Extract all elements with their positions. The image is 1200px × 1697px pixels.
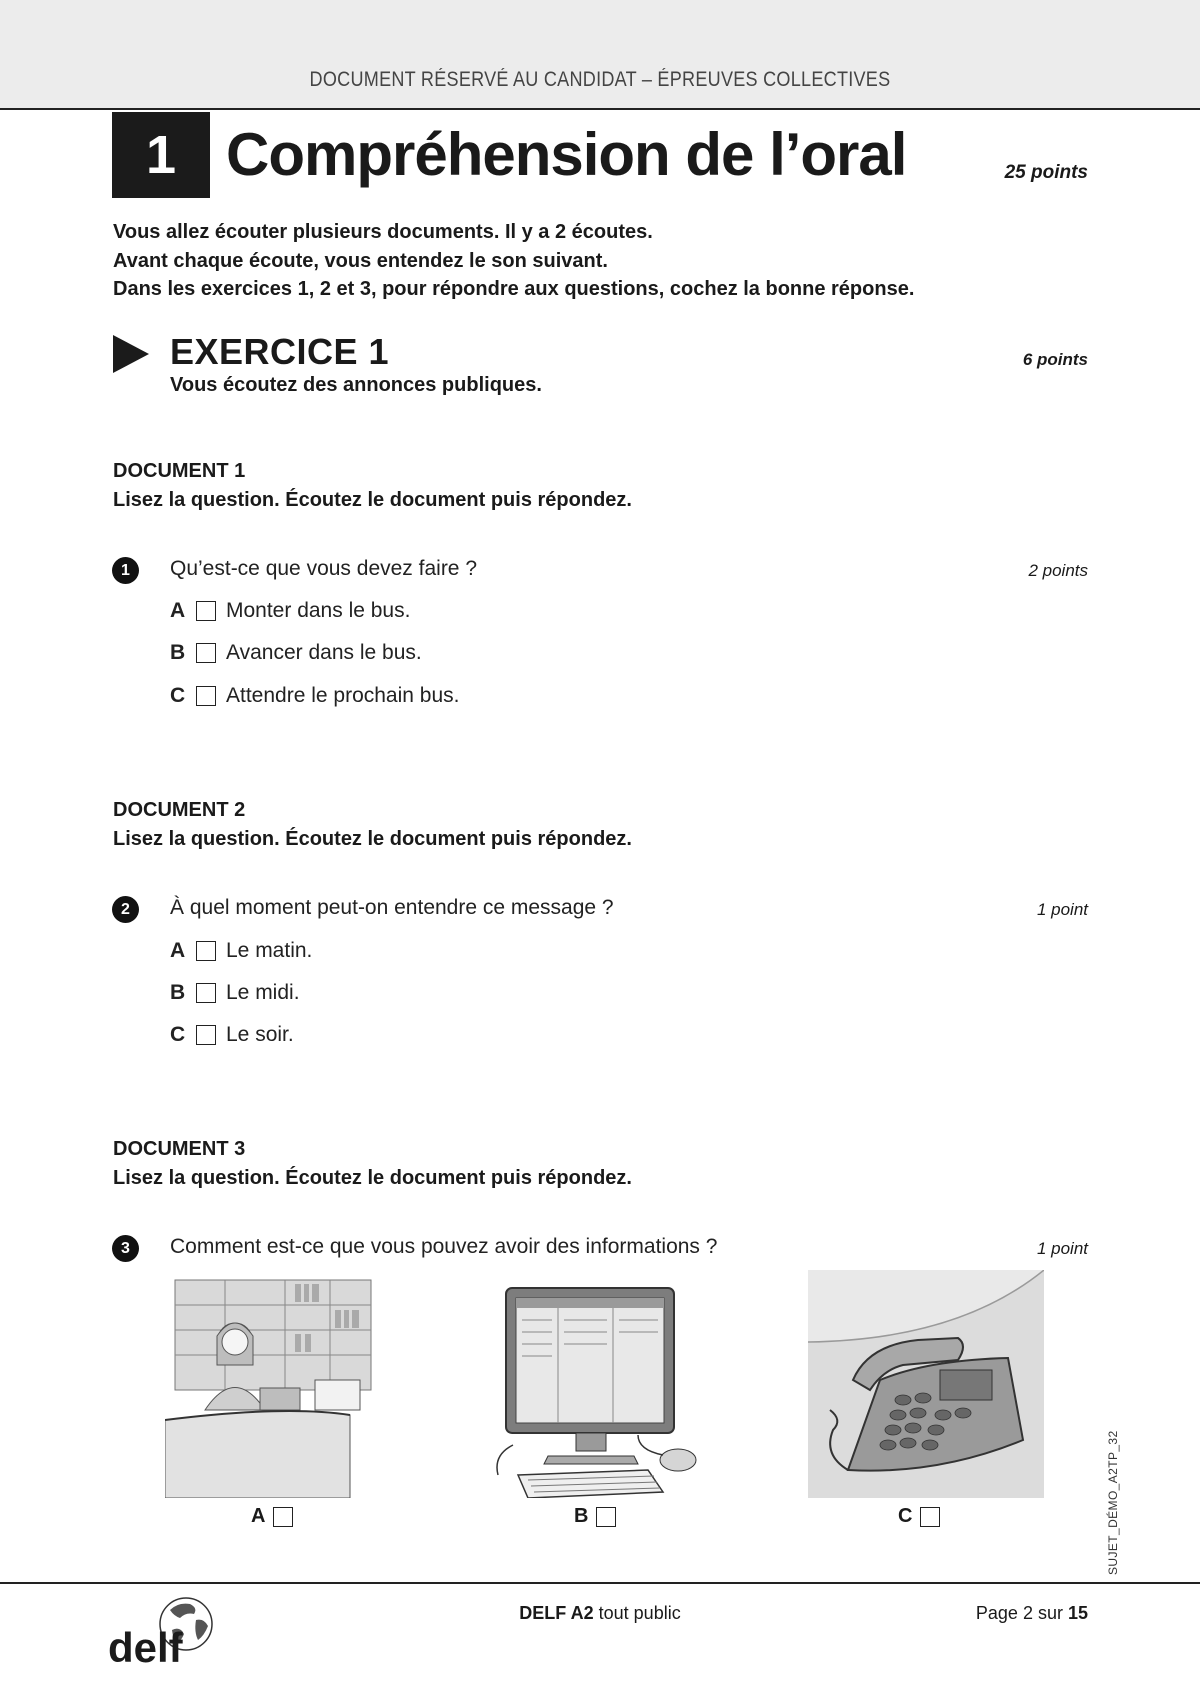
- checkbox[interactable]: [596, 1507, 616, 1527]
- page-prefix: Page 2 sur: [975, 1603, 1068, 1623]
- exercise-points: 6 points: [1022, 350, 1088, 369]
- document-instruction: Lisez la question. Écoutez le document puis répondez.: [113, 828, 632, 850]
- option-letter: B: [170, 981, 186, 1004]
- computer-illustration: [488, 1270, 714, 1498]
- page-total: 15: [1067, 1603, 1088, 1623]
- checkbox[interactable]: [273, 1507, 293, 1527]
- option-letter: C: [170, 1023, 186, 1046]
- document-1: [113, 457, 632, 515]
- checkbox[interactable]: [920, 1507, 940, 1527]
- option-letter: A: [251, 1505, 266, 1527]
- question-text: Comment est-ce que vous pouvez avoir des informations ?: [170, 1235, 718, 1258]
- option-letter: B: [574, 1505, 589, 1527]
- option-letter: C: [170, 684, 186, 707]
- play-triangle-icon: [113, 335, 149, 373]
- checkbox[interactable]: [196, 601, 216, 621]
- answer-option-c[interactable]: [170, 684, 459, 708]
- exercise-subtitle: Vous écoutez des annonces publiques.: [170, 374, 542, 396]
- instruction-line: Vous allez écouter plusieurs documents. Il y a 2 écoutes.: [113, 221, 653, 243]
- document-instruction: Lisez la question. Écoutez le document puis répondez.: [113, 1167, 632, 1189]
- footer-divider: [0, 1582, 1200, 1584]
- option-letter: A: [170, 939, 186, 962]
- instruction-line: Dans les exercices 1, 2 et 3, pour répondre aux questions, cochez la bonne réponse.: [113, 278, 915, 300]
- option-letter: B: [170, 641, 186, 664]
- option-text: Monter dans le bus.: [226, 599, 411, 622]
- section-points: 25 points: [1004, 162, 1088, 183]
- option-text: Le midi.: [226, 981, 300, 1004]
- picture-option-b[interactable]: [574, 1505, 616, 1528]
- answer-option-b[interactable]: [170, 641, 422, 665]
- question-number-badge: 1: [112, 557, 139, 584]
- section-title: Compréhension de l’oral: [226, 121, 907, 188]
- question-text: À quel moment peut-on entendre ce message ?: [170, 896, 614, 919]
- header-band: [0, 0, 1200, 110]
- question-number-badge: 3: [112, 1235, 139, 1262]
- header-title: DOCUMENT RÉSERVÉ AU CANDIDAT – ÉPREUVES COLLECTIVES: [309, 68, 891, 91]
- question-points: 2 points: [1028, 561, 1088, 580]
- document-2: [113, 796, 632, 854]
- question-text: Qu’est-ce que vous devez faire ?: [170, 557, 478, 580]
- question-number-badge: 2: [112, 896, 139, 923]
- checkbox[interactable]: [196, 643, 216, 663]
- exercise-title: EXERCICE 1: [170, 331, 390, 372]
- option-letter: A: [170, 599, 186, 622]
- document-label: DOCUMENT 2: [113, 799, 246, 821]
- checkbox[interactable]: [196, 941, 216, 961]
- instructions: [113, 218, 914, 304]
- document-3: [113, 1135, 632, 1193]
- question-points: 1 point: [1036, 1239, 1088, 1258]
- option-letter: C: [898, 1505, 913, 1527]
- telephone-illustration: [808, 1270, 1044, 1498]
- checkbox[interactable]: [196, 1025, 216, 1045]
- delf-logo: [108, 1590, 223, 1670]
- option-text: Le soir.: [226, 1023, 294, 1046]
- option-text: Avancer dans le bus.: [226, 641, 422, 664]
- document-code: SUJET_DÉMO_A2TP_32: [1106, 1430, 1120, 1575]
- document-label: DOCUMENT 1: [113, 460, 246, 482]
- document-label: DOCUMENT 3: [113, 1138, 246, 1160]
- document-instruction: Lisez la question. Écoutez le document puis répondez.: [113, 489, 632, 511]
- exam-level: DELF A2: [519, 1603, 594, 1623]
- picture-option-c[interactable]: [898, 1505, 940, 1528]
- question-points: 1 point: [1036, 900, 1088, 919]
- answer-option-c[interactable]: [170, 1023, 294, 1047]
- instruction-line: Avant chaque écoute, vous entendez le son suivant.: [113, 249, 608, 272]
- answer-option-a[interactable]: [170, 939, 312, 963]
- section-number: 1: [112, 112, 210, 198]
- checkbox[interactable]: [196, 983, 216, 1003]
- answer-option-a[interactable]: [170, 599, 410, 623]
- page-indicator: [976, 1603, 1088, 1624]
- option-text: Le matin.: [226, 939, 313, 962]
- option-text: Attendre le prochain bus.: [226, 684, 460, 707]
- logo-text: delf: [108, 1624, 183, 1670]
- checkbox[interactable]: [196, 686, 216, 706]
- exam-audience: tout public: [593, 1603, 681, 1623]
- answer-option-b[interactable]: [170, 981, 300, 1005]
- reception-desk-illustration: [165, 1270, 381, 1498]
- picture-option-a[interactable]: [251, 1505, 293, 1528]
